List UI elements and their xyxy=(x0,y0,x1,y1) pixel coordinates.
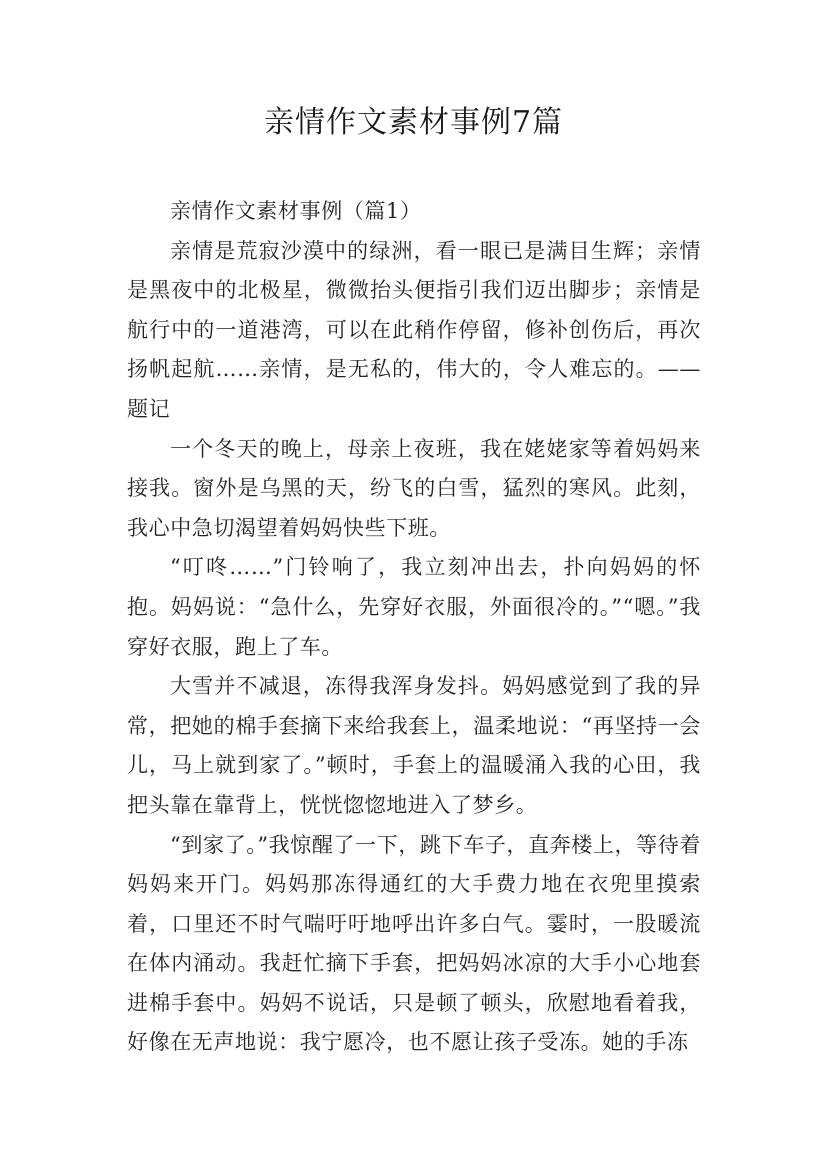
paragraph: “到家了。”我惊醒了一下，跳下车子，直奔楼上，等待着妈妈来开门。妈妈那冻得通红的大手费力地在衣兜里摸索着，口里还不时气喘吁吁地呼出许多白气。霎时，一股暖流在体内涌动。我赶忙摘下手套，把妈妈冰凉的大手小心地套进棉手套中。妈妈不说话，只是顿了顿头，欣慰地看着我，好像在无声地说：我宁愿冷，也不愿让孩子受冻。她的手冻 xyxy=(127,832,701,1055)
document-body xyxy=(127,192,701,1063)
paragraph-epigraph: 亲情是荒寂沙漠中的绿洲，看一眼已是满目生辉；亲情是黑夜中的北极星，微微抬头便指引我们迈出脚步；亲情是航行中的一道港湾，可以在此稍作停留，修补创伤后，再次扬帆起航……亲情，是无私的，伟大的，令人难忘的。——题记 xyxy=(127,238,701,421)
section-heading: 亲情作文素材事例（篇1） xyxy=(170,199,422,223)
document-title: 亲情作文素材事例7篇 xyxy=(263,105,564,140)
paragraph: 大雪并不减退，冻得我浑身发抖。妈妈感觉到了我的异常，把她的棉手套摘下来给我套上，温柔地说：“再坚持一会儿，马上就到家了。”顿时，手套上的温暖涌入我的心田，我把头靠在靠背上，恍恍惚惚地进入了梦乡。 xyxy=(127,674,701,817)
paragraph: 一个冬天的晚上，母亲上夜班，我在姥姥家等着妈妈来接我。窗外是乌黑的天，纷飞的白雪，猛烈的寒风。此刻，我心中急切渴望着妈妈快些下班。 xyxy=(127,436,701,540)
paragraph: “叮咚……”门铃响了，我立刻冲出去，扑向妈妈的怀抱。妈妈说：“急什么，先穿好衣服，外面很冷的。”“嗯。”我穿好衣服，跑上了车。 xyxy=(127,555,701,659)
